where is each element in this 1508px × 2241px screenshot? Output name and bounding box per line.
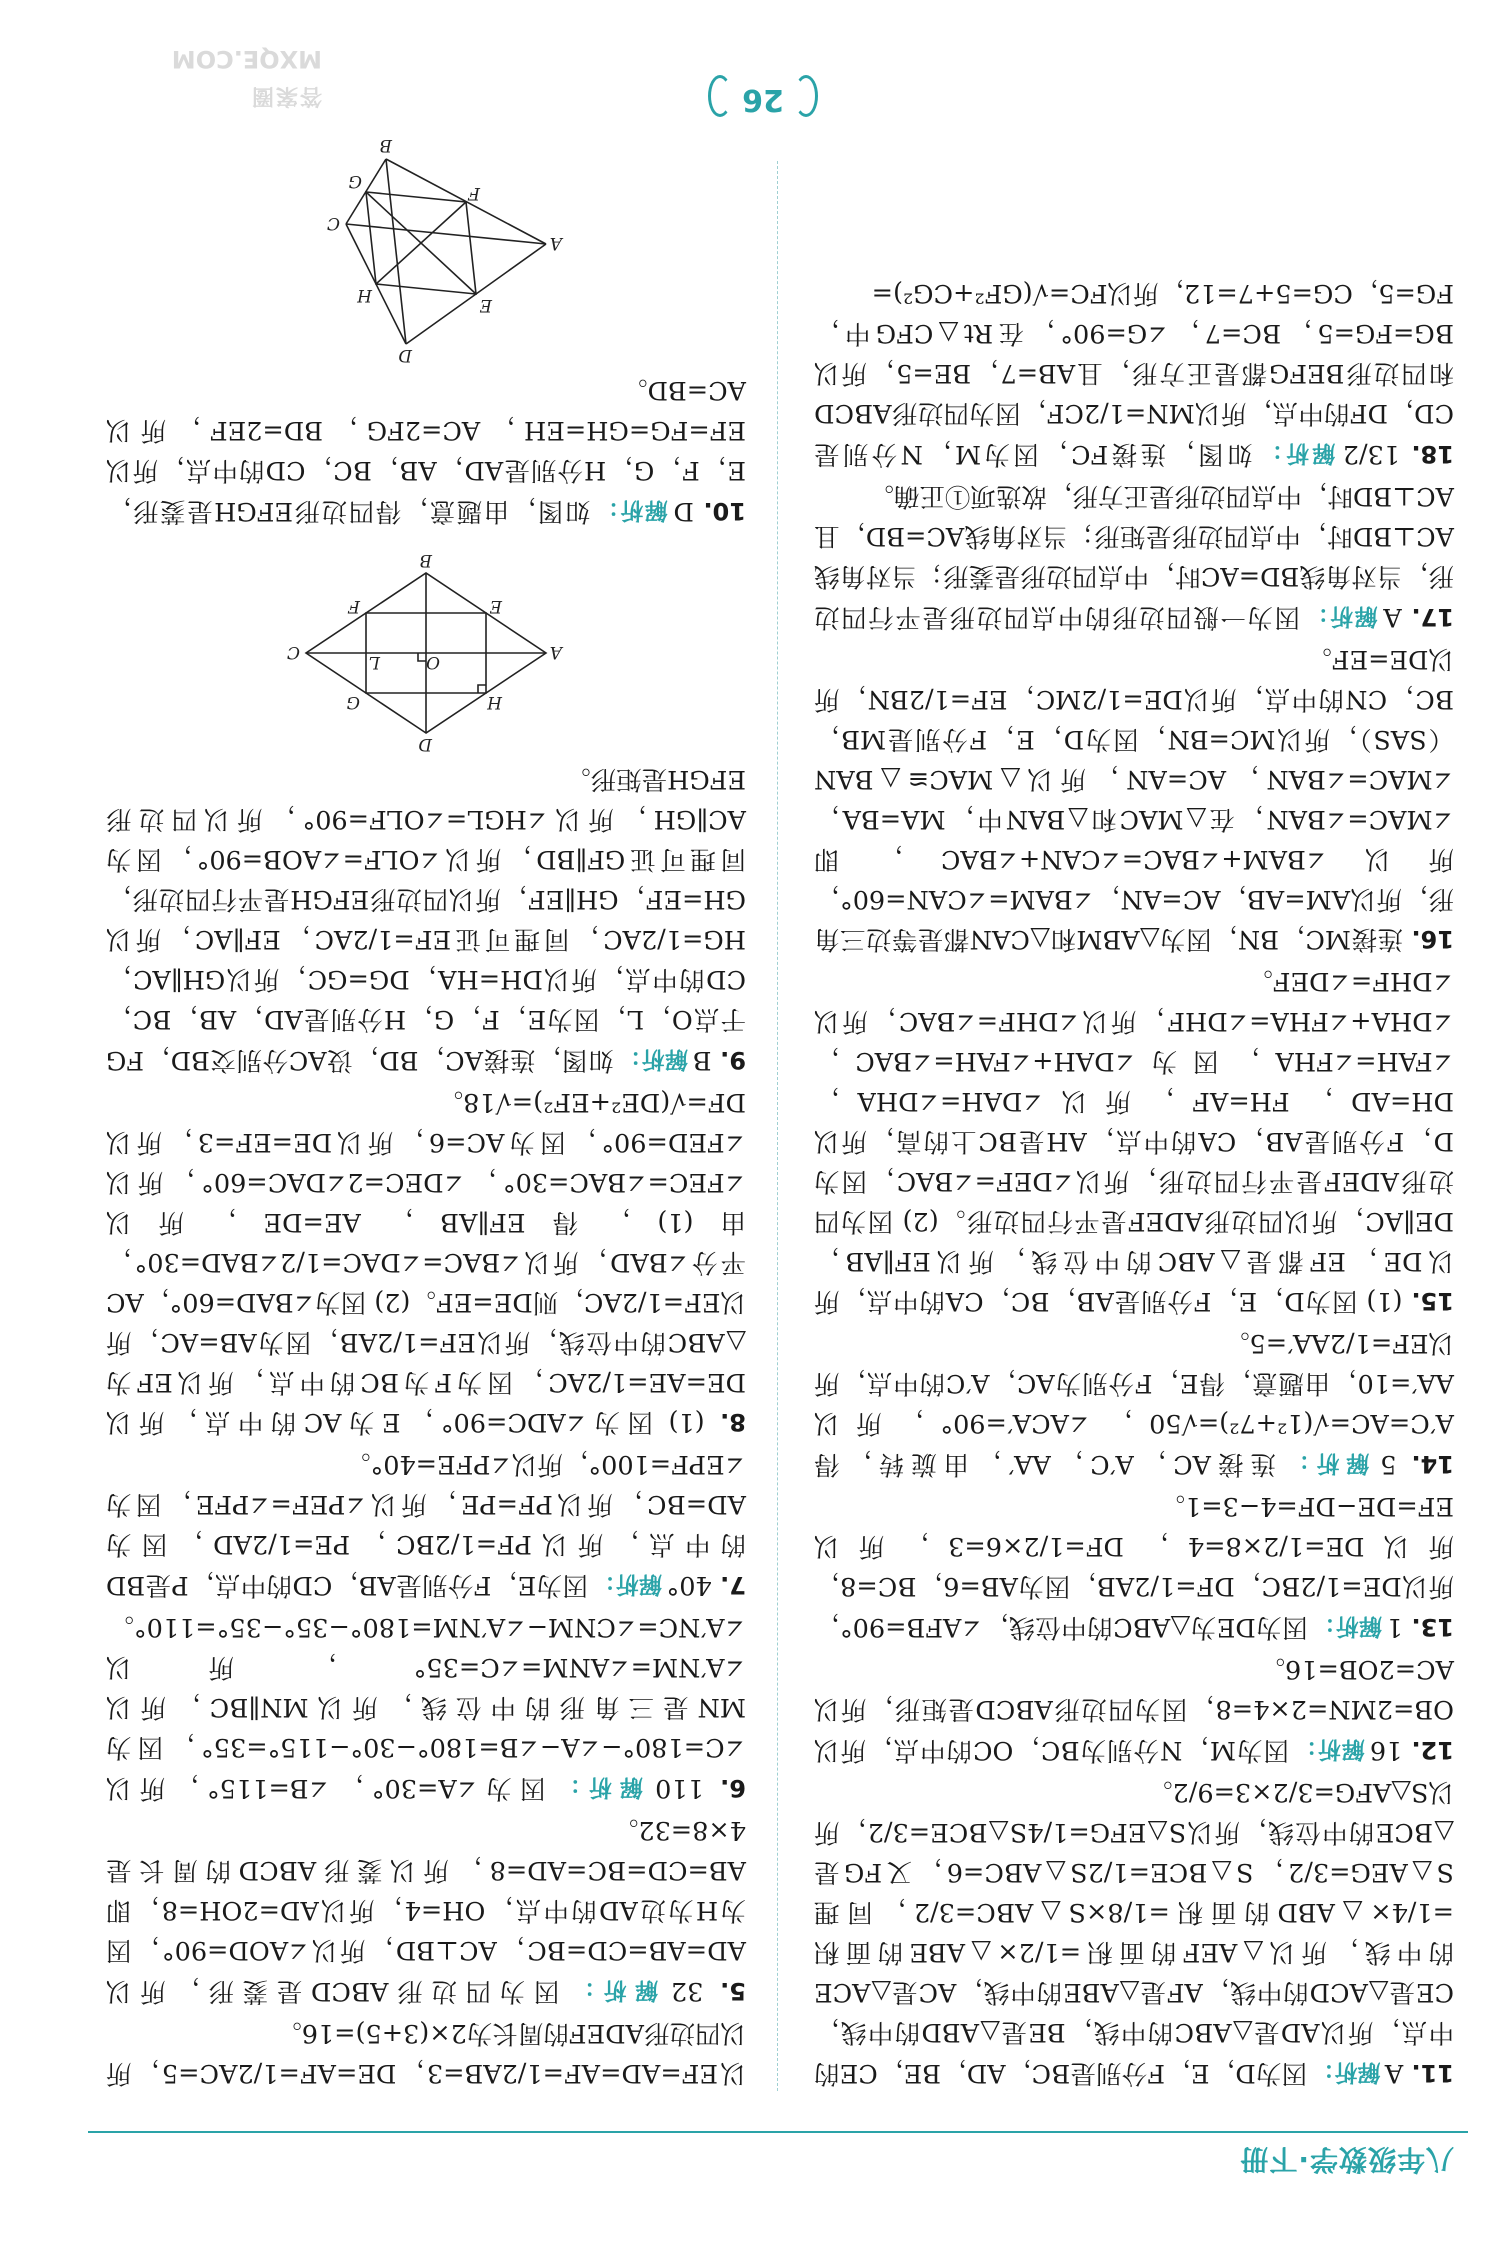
svg-text:F: F	[348, 596, 360, 616]
header-rule	[88, 2131, 1468, 2133]
answer-14: 14. 5解析：连接AC，A′C，AA′，由旋转，得A′C=AC=√(1²+7²)=√50，∠ACA′=90°，所以AA′=10，由题意，得E，F分别为AC，A′C的中点，所以EF=1/2AA′=5。	[814, 1328, 1454, 1479]
answer-9: 9. B解析：如图，连接AC，BD，设AC分别交BD，FG于点O，L，因为E，F，G，H分别是AD，AB，BC，CD的中点，所以DH=HA，DG=GC，所以GH∥AC，HG=1/2AC，同理可证EF=1/2AC，EF∥AC，所以GH=EF，GH∥EF，所以四边形EFGH是平行四边形，同理可证GF∥BD，所以∠OLF=∠AOB=90°，因为AC∥GH，所以∠HGL=∠OLF=90°，所以四边形EFGH是矩形。	[105, 764, 746, 1075]
answer-13: 13. 1解析：因为DE为△ABC的中位线，∠AFB=90°，所以DE=1/2BC，DF=1/2AB，因为AB=6，BC=8，所以DE=1/2×8=4，DF=1/2×6=3，所以EF=DE−DF=4−3=1。	[813, 1491, 1454, 1642]
watermark-logo	[52, 31, 322, 121]
answer-15: 15. (1) 因为D，E，F分别是AB，BC，CA的中点，所以DE，EF都是△ABC的中位线，所以EF∥AB，DE∥AC，所以四边形ADEF是平行四边形。(2) 因为四边形ADEF是平行四边形，所以∠DEF=∠BAC，因为D，F分别是AB，CA的中点，AH是BC上的高，所以DH=AD，FH=AF，所以∠DAH=∠DHA，∠FAH=∠FHA，因为∠DAH+∠FAH=∠BAC，∠DHA+∠FHA=∠DHF，所以∠DHF=∠BAC，所以∠DHF=∠DEF。	[814, 966, 1454, 1316]
answer-12: 12. 16解析：因为M，N分别为BC，OC的中点，所以OB=2MN=2×4=8，因为四边形ABCD是矩形，所以AC=2OB=16。	[813, 1654, 1454, 1765]
tetrahedron-diagram	[276, 134, 576, 364]
svg-text:A: A	[549, 233, 562, 253]
answer-16: 16. 连接MC，BN，因为△ABM和△CAN都是等边三角形，所以AM=AB，AC=AN，∠BAM=∠CAN=60°，所以∠BAM+∠BAC=∠CAN+∠BAC，即∠MAC=∠BAN，在△MAC和△BAN中，MA=BA，∠MAC=∠BAN，AC=AN，所以△MAC≌△BAN（SAS），所以MC=BN，因为D，E，F分别是MB，BC，CN的中点，所以DE=1/2MC，EF=1/2BN，所以DE=EF。	[814, 644, 1454, 954]
right-column	[106, 112, 746, 2093]
rhombus-diagram	[276, 550, 576, 754]
answer-8: 8. (1) 因为∠ADC=90°，E为AC的中点，所以DE=AE=1/2AC，因为F为BC的中点，所以EF为△ABC的中位线，所以EF=1/2AB，因为AB=AC，所以EF=1/2AC，则DE=EF。(2) 因为∠BAD=60°，AC平分∠BAD，所以∠BAC=∠DAC=1/2∠BAD=30°，由(1)，得EF∥AB，AE=DE，所以∠FEC=∠BAC=30°，∠DEC=2∠DAC=60°，所以∠FED=90°，因为AC=6，所以DE=EF=3，所以DF=√(DE²+EF²)=√18。	[105, 1087, 746, 1437]
svg-text:G: G	[346, 692, 360, 712]
svg-text:B: B	[379, 135, 392, 155]
answer-5: 5. 32解析：因为四边形ABCD是菱形，所以AD=AB=CD=BC，AC⊥BD，所以∠AOD=90°，因为H为边AD的中点，OH=4，所以AD=2OH=8，即AB=CD=BC=AD=8，所以菱形ABCD的周长是4×8=32。	[105, 1815, 746, 2006]
answer-6: 6. 110解析：因为∠A=30°，∠B=115°，所以∠C=180°−∠A−∠B=180°−30°−115°=35°，因为MN是三角形的中位线，所以MN∥BC，所以∠A′NM=∠ANM=∠C=35°，所以∠A′NC=∠CNM−∠A′NM=180°−35°−35°=110°。	[105, 1612, 746, 1803]
column-divider	[777, 161, 778, 2091]
page-number: 26	[708, 75, 818, 123]
answer-4-continued: 以EF=AD=AF=1/2AB=3，DE=AF=1/2AC=5，所以四边形ADEF的周长为2×(3+5)=16。	[106, 2018, 746, 2088]
answer-7: 7. 40°解析：因为E，F分别是AB，CD的中点，P是BD的中点，所以PF=1/2BC，PE=1/2AD，因为AD=BC，所以PF=PE，所以∠PEF=∠PFE，因为∠EPF=100°，所以∠PFE=40°。	[105, 1449, 746, 1600]
answer-11: 11. A解析：因为D，E，F分别是BC，AD，BE，CE的中点，所以AD是△ABC的中线，BE是△ABD的中线，CE是△ACD的中线，AF是△ABE的中线，AC是△ACE的中线，所以△AEF的面积=1/2×△ABE的面积=1/4×△ABD的面积=1/8×S△ABC=3/2，同理S△AEG=3/2，S△BCE=1/2S△ABC=6，又FG是△BCE的中位线，所以S△EFG=1/4S△BCE=3/2，所以S△AFG=3/2×3=9/2。	[813, 1777, 1454, 2088]
svg-text:H: H	[357, 285, 372, 305]
svg-text:C: C	[326, 213, 340, 233]
watermark-site: MXQE.COM	[171, 45, 322, 73]
svg-text:E: E	[489, 596, 502, 616]
left-column	[814, 271, 1454, 2093]
svg-text:H: H	[487, 692, 502, 712]
svg-text:D: D	[418, 734, 432, 754]
answer-18: 18. 13/2解析：如图，连接FC，因为M，N分别是CD，DF的中点，所以MN=1/2CF，因为四边形ABCD和四边形BEFG都是正方形，且AB=7，BE=5，所以BG=FG=5，BC=7，∠G=90°，在Rt△CFG中，FG=5，CG=5+7=12，所以FC=√(GF²+CG²)=	[813, 278, 1454, 469]
figure-tetrahedron-efgh	[106, 122, 746, 364]
svg-text:L: L	[368, 652, 380, 672]
book-title: 八年级数学·下册	[1239, 2143, 1454, 2176]
svg-text:B: B	[419, 550, 432, 570]
svg-text:A: A	[549, 642, 562, 662]
svg-text:F: F	[468, 183, 480, 203]
svg-text:C: C	[286, 642, 300, 662]
answer-10: 10. D解析：如图，由题意，得四边形EFGH是菱形，E，F，G，H分别是AD，AB，BC，CD的中点，所以EF=FG=GH=EH，AC=2FG，BD=2EF，所以AC=BD。	[105, 375, 746, 526]
svg-text:G: G	[348, 171, 362, 191]
svg-text:E: E	[479, 295, 492, 315]
figure-rhombus-efgh	[106, 541, 746, 753]
watermark-text: 答案圈	[249, 83, 322, 108]
svg-text:O: O	[426, 652, 440, 672]
answer-17: 17. A解析：因为一般四边形的中点四边形是平行四边形，当对角线BD=AC时，中点四边形是菱形；当对角线AC⊥BD时，中点四边形是矩形；当对角线AC=BD，且AC⊥BD时，中点四边形是正方形，故选项①正确。	[814, 481, 1454, 632]
svg-text:D: D	[398, 345, 412, 365]
